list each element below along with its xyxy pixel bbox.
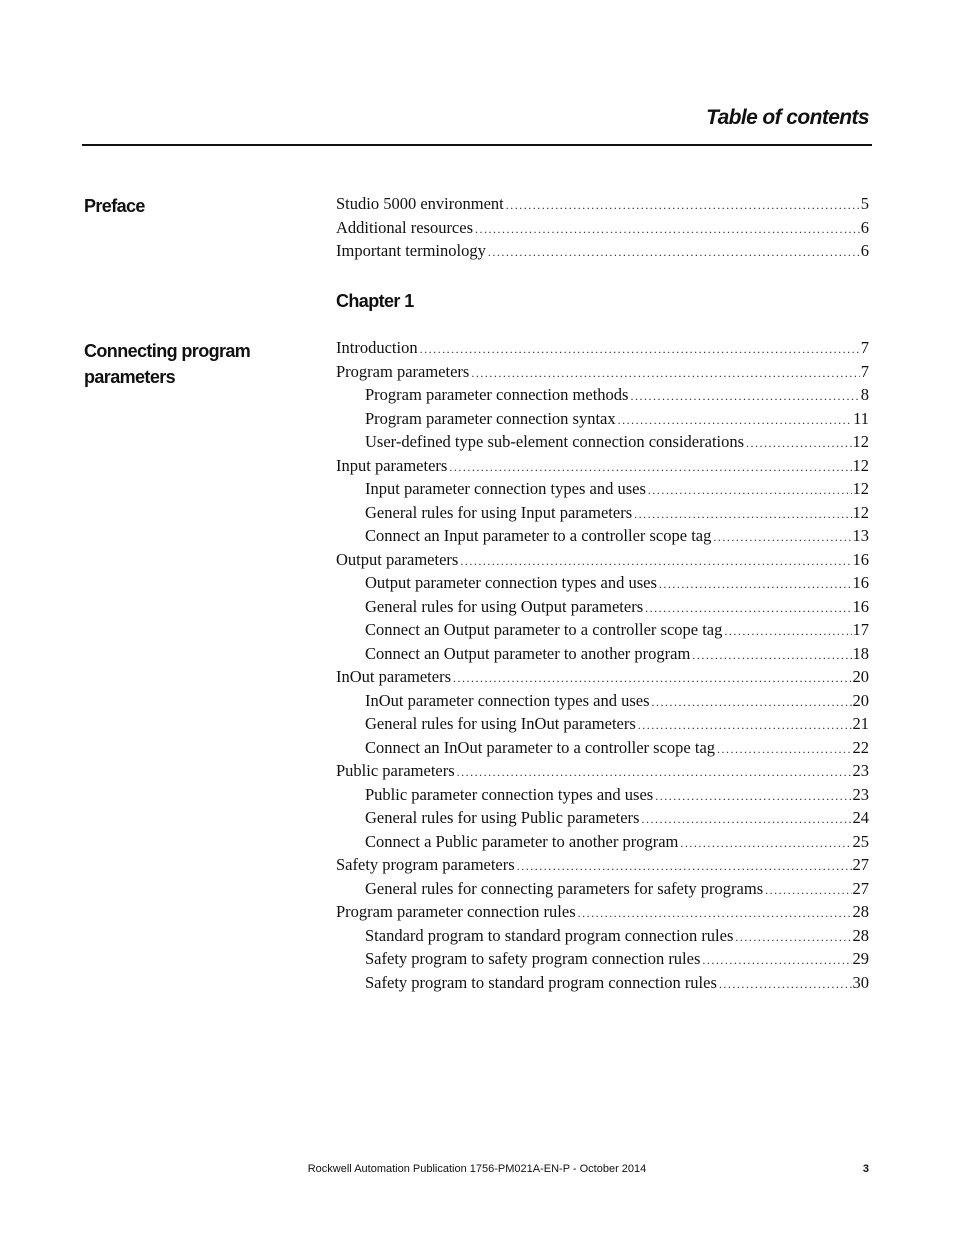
toc-entry-page-number: 7 xyxy=(860,361,869,381)
toc-entry-page-number: 20 xyxy=(852,690,869,710)
toc-entry-page-number: 12 xyxy=(852,432,869,451)
toc-entry-page-number: 16 xyxy=(852,549,869,569)
toc-dot-leader xyxy=(618,409,852,431)
toc-entry-title: Program parameter connection syntax xyxy=(365,408,616,428)
toc-entry-title: Connect an Output parameter to another program xyxy=(365,643,691,663)
toc-entry-title: General rules for using InOut parameters xyxy=(365,714,636,733)
toc-dot-leader xyxy=(453,667,852,689)
toc-entry-page-number: 23 xyxy=(852,761,869,780)
toc-entry-page-number: 22 xyxy=(852,737,869,757)
toc-entry[interactable] xyxy=(336,642,869,666)
toc-entry-title: Connect a Public parameter to another program xyxy=(365,831,679,851)
preface-label: Preface xyxy=(84,196,145,216)
toc-entry-title: Input parameters xyxy=(336,455,448,475)
chapter-1-label xyxy=(84,338,250,390)
toc-entry[interactable] xyxy=(336,665,869,689)
toc-entry[interactable] xyxy=(336,759,869,783)
toc-entry[interactable] xyxy=(336,971,869,995)
toc-dot-leader xyxy=(724,620,851,642)
toc-dot-leader xyxy=(692,644,851,666)
toc-entry[interactable] xyxy=(336,383,869,407)
toc-entry[interactable] xyxy=(336,360,869,384)
toc-entry-page-number: 17 xyxy=(852,620,869,639)
toc-entry[interactable] xyxy=(336,477,869,501)
toc-entry-title: Introduction xyxy=(336,338,418,357)
toc-entry-page-number: 11 xyxy=(853,408,869,428)
toc-entry-title: Connect an Output parameter to a controller scope tag xyxy=(365,620,723,639)
toc-dot-leader xyxy=(652,691,852,713)
toc-entry-title: Program parameter connection rules xyxy=(336,902,576,921)
toc-entry[interactable] xyxy=(336,501,869,525)
toc-dot-leader xyxy=(420,338,860,360)
toc-entry[interactable] xyxy=(336,430,869,454)
toc-entry[interactable] xyxy=(336,900,869,924)
toc-entry-page-number: 16 xyxy=(852,596,869,616)
toc-entry-title: Public parameters xyxy=(336,761,455,780)
title-divider xyxy=(82,144,872,146)
toc-entry-page-number: 23 xyxy=(852,784,869,804)
toc-dot-leader xyxy=(449,456,851,478)
toc-dot-leader xyxy=(506,194,860,216)
toc-entry-title: Output parameters xyxy=(336,549,459,569)
toc-entry[interactable] xyxy=(336,689,869,713)
toc-dot-leader xyxy=(460,550,851,572)
chapter-1-toc-list xyxy=(336,336,869,994)
toc-entry[interactable] xyxy=(336,806,869,830)
toc-entry-page-number: 8 xyxy=(860,385,869,404)
toc-dot-leader xyxy=(735,926,851,948)
toc-dot-leader xyxy=(471,362,859,384)
toc-entry[interactable] xyxy=(336,192,869,216)
toc-entry-title: Safety program to standard program connection rules xyxy=(365,972,717,992)
toc-dot-leader xyxy=(702,949,851,971)
toc-entry-title: Public parameter connection types and uses xyxy=(365,784,654,804)
toc-dot-leader xyxy=(717,738,851,760)
toc-dot-leader xyxy=(457,761,852,783)
toc-entry[interactable] xyxy=(336,548,869,572)
toc-entry-page-number: 13 xyxy=(852,526,869,545)
toc-dot-leader xyxy=(488,241,860,263)
toc-entry-title: Standard program to standard program connection rules xyxy=(365,925,734,945)
toc-entry-title: General rules for using Public parameters xyxy=(365,808,640,827)
toc-entry-title: Program parameter connection methods xyxy=(365,385,629,404)
toc-entry-title: Input parameter connection types and uses xyxy=(365,479,646,498)
toc-entry-page-number: 28 xyxy=(852,902,869,921)
toc-entry[interactable] xyxy=(336,736,869,760)
toc-entry-title: Connect an InOut parameter to a controller scope tag xyxy=(365,737,716,757)
toc-entry-page-number: 30 xyxy=(852,972,869,992)
toc-dot-leader xyxy=(765,879,851,901)
toc-entry-title: Connect an Input parameter to a controller scope tag xyxy=(365,526,712,545)
toc-entry[interactable] xyxy=(336,595,869,619)
toc-entry[interactable] xyxy=(336,924,869,948)
toc-dot-leader xyxy=(630,385,859,407)
toc-entry-page-number: 21 xyxy=(852,714,869,733)
toc-entry-page-number: 18 xyxy=(852,643,869,663)
toc-entry[interactable] xyxy=(336,947,869,971)
toc-entry-title: Important terminology xyxy=(336,241,486,260)
toc-dot-leader xyxy=(719,973,852,995)
toc-dot-leader xyxy=(713,526,851,548)
toc-dot-leader xyxy=(517,855,852,877)
toc-entry[interactable] xyxy=(336,571,869,595)
toc-entry[interactable] xyxy=(336,712,869,736)
toc-entry-page-number: 12 xyxy=(852,502,869,522)
toc-dot-leader xyxy=(659,573,852,595)
chapter-1-heading: Chapter 1 xyxy=(336,291,414,311)
toc-entry[interactable] xyxy=(336,454,869,478)
chapter-1-label-line-1: Connecting program xyxy=(84,341,251,361)
toc-entry-page-number: 25 xyxy=(852,831,869,851)
toc-entry-page-number: 24 xyxy=(852,808,869,827)
toc-entry-title: Safety program parameters xyxy=(336,855,515,874)
toc-entry-title: General rules for using Input parameters xyxy=(365,502,633,522)
page-title: Table of contents xyxy=(706,106,869,129)
toc-entry[interactable] xyxy=(336,618,869,642)
toc-dot-leader xyxy=(648,479,852,501)
toc-dot-leader xyxy=(680,832,851,854)
toc-dot-leader xyxy=(634,503,851,525)
toc-entry-page-number: 29 xyxy=(852,949,869,968)
toc-entry-title: Output parameter connection types and uses xyxy=(365,573,657,592)
toc-entry-page-number: 12 xyxy=(852,479,869,498)
toc-entry[interactable] xyxy=(336,853,869,877)
toc-dot-leader xyxy=(746,432,851,454)
toc-dot-leader xyxy=(638,714,852,736)
toc-entry-title: InOut parameters xyxy=(336,667,451,686)
toc-entry-page-number: 6 xyxy=(860,241,869,260)
toc-dot-leader xyxy=(475,218,860,240)
toc-entry-title: Safety program to safety program connection rules xyxy=(365,949,701,968)
toc-entry-page-number: 7 xyxy=(860,338,869,357)
toc-dot-leader xyxy=(578,902,852,924)
chapter-1-label-line-2: parameters xyxy=(84,367,176,387)
toc-entry[interactable] xyxy=(336,216,869,240)
toc-entry-page-number: 28 xyxy=(852,925,869,945)
toc-entry-title: Studio 5000 environment xyxy=(336,194,504,213)
toc-dot-leader xyxy=(655,785,851,807)
preface-toc-list xyxy=(336,192,869,263)
toc-entry-page-number: 12 xyxy=(852,455,869,475)
footer-page-number: 3 xyxy=(862,1163,869,1175)
toc-entry-title: User-defined type sub-element connection considerations xyxy=(365,432,745,451)
toc-dot-leader xyxy=(645,597,851,619)
toc-entry-title: General rules for connecting parameters for safety programs xyxy=(365,878,764,898)
toc-entry-page-number: 20 xyxy=(852,667,869,686)
toc-entry-page-number: 5 xyxy=(860,194,869,213)
toc-entry[interactable] xyxy=(336,877,869,901)
footer-publication: Rockwell Automation Publication 1756-PM021A-EN-P - October 2014 xyxy=(307,1163,647,1175)
toc-entry-title: InOut parameter connection types and uses xyxy=(365,690,650,710)
toc-entry-title: Additional resources xyxy=(336,217,474,237)
toc-entry[interactable] xyxy=(336,830,869,854)
toc-entry-page-number: 6 xyxy=(860,217,869,237)
toc-entry-page-number: 16 xyxy=(852,573,869,592)
toc-entry[interactable] xyxy=(336,336,869,360)
toc-entry[interactable] xyxy=(336,783,869,807)
toc-entry-page-number: 27 xyxy=(852,855,869,874)
toc-entry[interactable] xyxy=(336,239,869,263)
toc-entry-page-number: 27 xyxy=(852,878,869,898)
toc-dot-leader xyxy=(641,808,851,830)
toc-entry[interactable] xyxy=(336,524,869,548)
toc-entry[interactable] xyxy=(336,407,869,431)
toc-entry-title: Program parameters xyxy=(336,361,470,381)
toc-entry-title: General rules for using Output parameters xyxy=(365,596,644,616)
